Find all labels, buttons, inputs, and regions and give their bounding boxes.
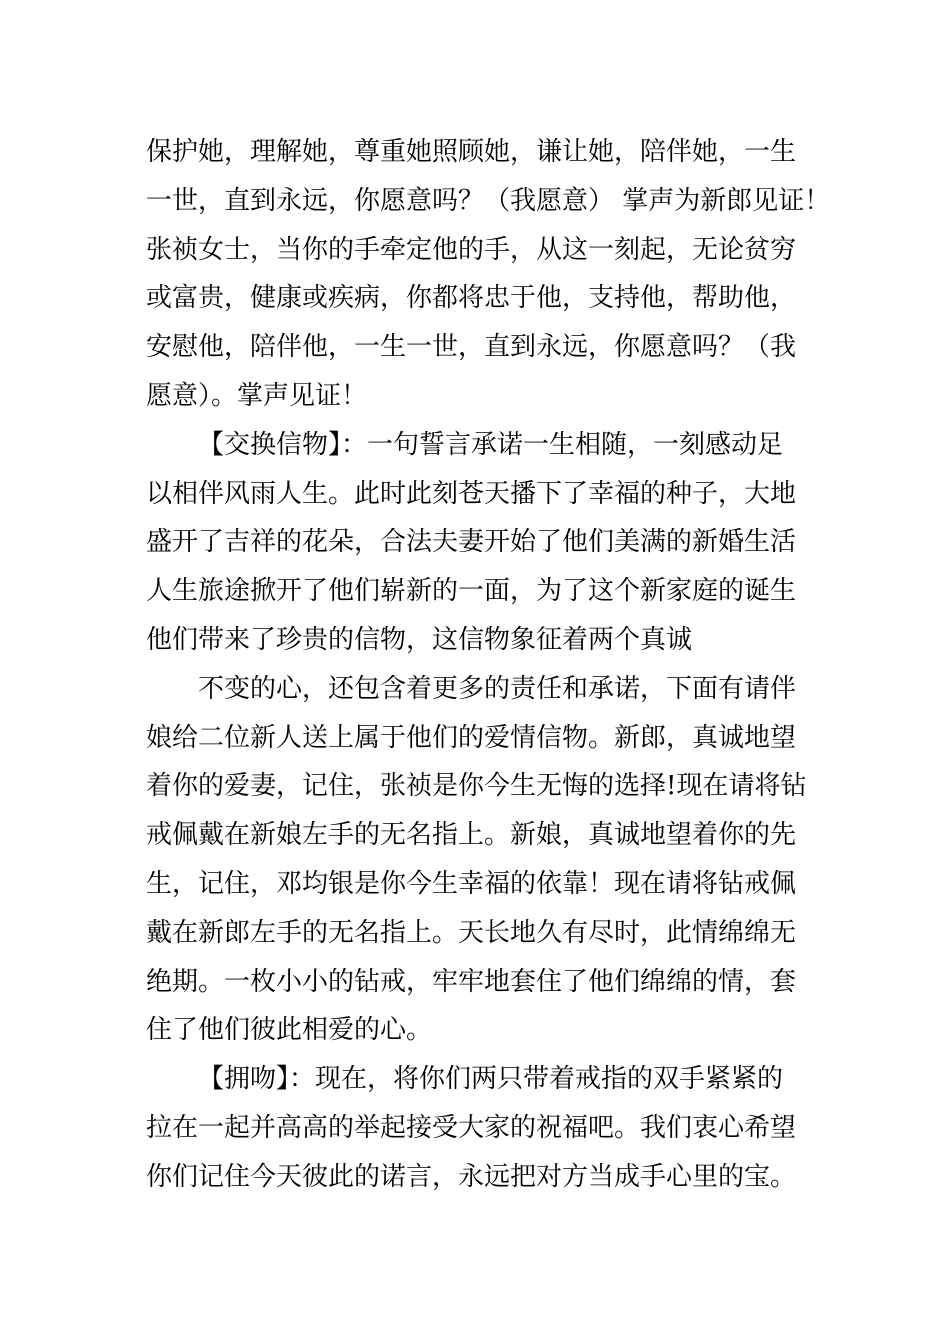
text-line: 安慰他，陪伴他，一生一世，直到永远，你愿意吗？（我 <box>146 332 797 363</box>
section-heading-line: 【拥吻】：现在，将你们两只带着戒指的双手紧紧的 <box>198 1064 784 1095</box>
text-line: 盛开了吉祥的花朵，合法夫妻开始了他们美满的新婚生活 <box>146 527 797 558</box>
text-line: 生，记住，邓均银是你今生幸福的依靠！现在请将钻戒佩 <box>146 868 797 899</box>
text-line: 绝期。一枚小小的钻戒，牢牢地套住了他们绵绵的情，套 <box>146 966 797 997</box>
text-line: 戒佩戴在新娘左手的无名指上。新娘，真诚地望着你的先 <box>146 820 797 851</box>
text-line: 他们带来了珍贵的信物，这信物象征着两个真诚 <box>146 624 693 655</box>
body-text <box>146 128 831 1202</box>
text-line: 或富贵，健康或疾病，你都将忠于他，支持他，帮助他， <box>146 283 797 314</box>
text-line: 张祯女士，当你的手牵定他的手，从这一刻起，无论贫穷 <box>146 234 797 265</box>
text-line: 娘给二位新人送上属于他们的爱情信物。新郎，真诚地望 <box>146 722 797 753</box>
text-line: 戴在新郎左手的无名指上。天长地久有尽时，此情绵绵无 <box>146 917 797 948</box>
paragraph-start-line: 不变的心，还包含着更多的责任和承诺，下面有请伴 <box>198 673 797 704</box>
text-line: 拉在一起并高高的举起接受大家的祝福吧。我们衷心希望 <box>146 1112 797 1143</box>
text-line: 人生旅途掀开了他们崭新的一面，为了这个新家庭的诞生 <box>146 576 797 607</box>
text-line: 保护她，理解她，尊重她照顾她，谦让她，陪伴她，一生 <box>146 137 797 167</box>
text-line: 一世，直到永远，你愿意吗？（我愿意） 掌声为新郎见证！ <box>146 185 831 216</box>
text-line: 住了他们彼此相爱的心。 <box>146 1015 433 1046</box>
text-line: 愿意）。掌声见证！ <box>146 380 368 411</box>
section-heading-line: 【交换信物】：一句誓言承诺一生相随，一刻感动足 <box>198 429 784 460</box>
text-line: 着你的爱妻，记住，张祯是你今生无悔的选择!现在请将钻 <box>146 771 807 802</box>
text-line: 你们记住今天彼此的诺言，永远把对方当成手心里的宝。 <box>146 1161 797 1192</box>
text-line: 以相伴风雨人生。此时此刻苍天播下了幸福的种子，大地 <box>146 478 797 509</box>
